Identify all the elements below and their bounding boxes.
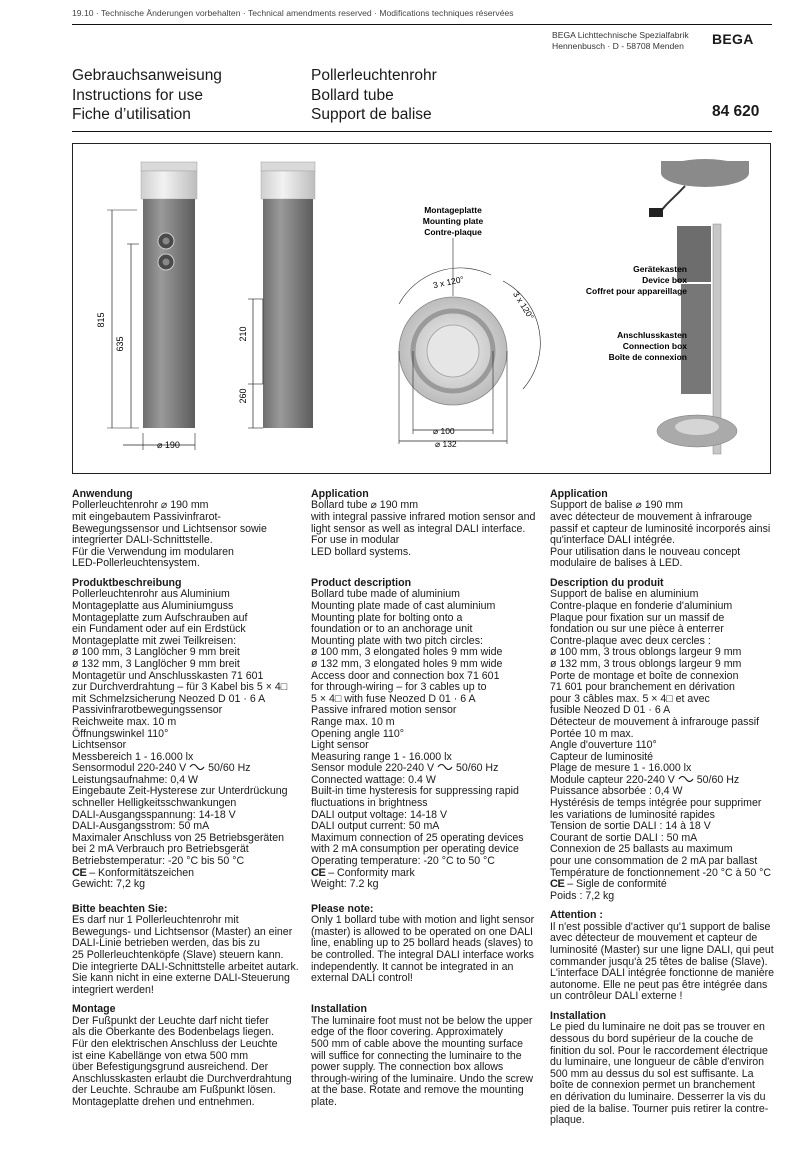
text-line: DALI-Ausgangsstrom: 50 mA (72, 820, 210, 833)
text-line: zur Durchverdrahtung – für 3 Kabel bis 5 × 4□ (72, 681, 288, 694)
text-line: Mounting plate with two pitch circles: (311, 634, 483, 647)
title-rule (72, 131, 772, 132)
text-line: Montagetür und Anschlusskasten 71 601 (72, 669, 264, 682)
dim-190-label: ⌀ 190 (157, 440, 180, 450)
text-line: Maximaler Anschluss von 25 Betriebsgeräten (72, 831, 284, 844)
text-line: with 2 mA consumption per operating device (311, 843, 519, 856)
title-fr: Fiche d’utilisation (72, 106, 191, 123)
text-line: Température de fonctionnement -20 °C à 50 °C (550, 866, 772, 879)
text-line: at the base. Rotate and remove the mounting (311, 1084, 524, 1097)
de-installation (72, 1003, 297, 1108)
text-line: through-wiring of the luminaire. Undo the screw (311, 1072, 533, 1085)
product-title-fr: Support de balise (311, 106, 432, 123)
text-line: line, enabling up to 25 bollard heads (slaves) to (311, 937, 534, 950)
en-application-heading: Application (311, 488, 369, 500)
text-line: independently. It cannot be integrated in an (311, 960, 514, 973)
text-line: Connexion de 25 ballasts au maximum (550, 843, 733, 856)
sensor-frequency: 50/60 Hz (453, 762, 499, 775)
fr-note (550, 909, 775, 1003)
text-line: Montageplatte aus Aluminiumguss (72, 599, 234, 612)
exploded-plate-hub (675, 419, 719, 435)
conformity-text: – Konformitätszeichen (86, 866, 195, 879)
text-line: ø 100 mm, 3 elongated holes 9 mm wide (311, 646, 503, 659)
text-line: 71 601 pour branchement en dérivation (550, 681, 735, 694)
text-line: DALI output current: 50 mA (311, 820, 440, 833)
conformity-text: – Sigle de conformité (564, 878, 667, 891)
title-en: Instructions for use (72, 86, 203, 104)
text-line: 500 mm au dessus du sol est suffisante. La (550, 1067, 754, 1080)
text-line: foundation or to an anchorage unit (311, 623, 473, 636)
text-line: edge of the floor covering. Approximately (311, 1026, 503, 1039)
text-line: 25 Pollerleuchtenköpfe (Slave) steuern kann. (72, 949, 284, 961)
title-de: Gebrauchsanweisung (72, 67, 222, 84)
text-line: dessous du bord supérieur de la couche de (550, 1032, 754, 1045)
fr-product-description (550, 577, 775, 902)
text-line: ø 132 mm, 3 Langlöcher 9 mm breit (72, 657, 240, 670)
product-title-de: Pollerleuchtenrohr (311, 67, 437, 84)
text-line: Bollard tube made of aluminium (311, 588, 460, 601)
mounting-plate-view (399, 205, 540, 449)
bollard-front-view (96, 162, 197, 450)
text-line: ein Fundament oder auf ein Erdstück (72, 623, 246, 636)
fr-product-heading: Description du produit (550, 576, 664, 589)
text-line: Reichweite max. 10 m (72, 715, 177, 728)
text-line: integrierter DALI-Schnittstelle. (72, 534, 213, 547)
text-line: finition du sol. Pour le raccordement électrique (550, 1044, 768, 1057)
front-head-cap (141, 162, 197, 171)
fr-note-heading: Attention : (550, 909, 603, 922)
mounting-plate-label-de: Montageplatte (424, 205, 482, 215)
text-line: Le pied du luminaire ne doit pas se trouver en (550, 1021, 765, 1034)
text-line: Measuring range 1 - 16.000 lx (311, 750, 452, 763)
cable-plug (649, 208, 663, 217)
text-line: Portée 10 m max. (550, 727, 634, 740)
text-line: 5 × 4□ with fuse Neozed D 01 · 6 A (311, 692, 476, 705)
revision-note: 19.10 · Technische Änderungen vorbehalten · Technical amendments reserved · Modifications techniques réservées (72, 8, 514, 18)
text-line: DALI-Linie betrieben werden, das bis zu (72, 937, 260, 950)
text-line: Tension de sortie DALI : 14 à 18 V (550, 820, 711, 833)
de-application (72, 488, 297, 570)
header-rule (72, 24, 772, 25)
text-line: with integral passive infrared motion sensor and (311, 511, 536, 523)
text-line: Öffnungswinkel 110° (72, 727, 169, 740)
en-application (311, 488, 536, 570)
mounting-plate-label-fr: Contre-plaque (424, 227, 482, 237)
text-line: for through-wiring – for 3 cables up to (311, 681, 487, 694)
text-line: Es darf nur 1 Pollerleuchtenrohr mit (72, 914, 239, 927)
mounting-plate-label-en: Mounting plate (422, 216, 484, 226)
text-line: plate. (311, 1095, 337, 1108)
text-line: Access door and connection box 71 601 (311, 669, 500, 682)
text-line: Sie kann nicht in eine externe DALI-Steuerung (72, 972, 290, 985)
text-line: DALI-Ausgangsspannung: 14-18 V (72, 808, 236, 821)
text-line: Bollard tube ⌀ 190 mm (311, 499, 419, 512)
exploded-view (586, 159, 749, 454)
en-installation-heading: Installation (311, 1003, 367, 1016)
text-line: Capteur de luminosité (550, 750, 654, 763)
text-line: fusible Neozed D 01 · 6 A (550, 704, 671, 717)
text-line: Porte de montage et boîte de connexion (550, 669, 739, 682)
product-titles (311, 66, 437, 125)
text-line: boîte de connexion permet un branchement (550, 1079, 755, 1092)
text-line: Der Fußpunkt der Leuchte darf nicht tiefer (72, 1014, 269, 1027)
text-line: fondation ou sur une pièce à enterrer (550, 623, 724, 636)
en-note (311, 903, 536, 997)
de-installation-heading: Montage (72, 1003, 116, 1016)
text-line: pied de la balise. Tourner puis retirer la contre- (550, 1102, 769, 1115)
ce-mark-icon: CE (72, 866, 87, 879)
text-line: Eingebaute Zeit-Hysterese zur Unterdrückung (72, 785, 288, 798)
text-line: modulaire de balises à LED. (550, 557, 683, 570)
company-location: Hennenbusch · D - 58708 Menden (552, 41, 684, 51)
text-line: (master) is allowed to be operated on one DALI (311, 925, 534, 938)
text-line: fluctuations in brightness (311, 797, 428, 810)
side-tube (263, 199, 313, 428)
text-line: der Leuchte. Schraube am Fußpunkt lösen. (72, 1084, 276, 1097)
text-line: commander jusqu'à 25 têtes de balise (Slave). (550, 955, 768, 968)
fr-installation (550, 1010, 775, 1127)
text-line: Support de balise ⌀ 190 mm (550, 499, 683, 512)
text-line: luminosité (Master) sur une ligne DALI, qui peut (550, 944, 774, 956)
side-head-cap (261, 162, 315, 171)
pitch-right-label: 3 x 120° (511, 289, 537, 322)
en-note-heading: Please note: (311, 902, 374, 915)
text-line: will suffice for connecting the luminaire to the (311, 1049, 522, 1062)
text-line: Für die Verwendung im modularen (72, 545, 234, 558)
fr-installation-heading: Installation (550, 1009, 606, 1022)
sensor-voltage: Sensormodul 220-240 V (72, 762, 190, 775)
device-box-label-de: Gerätekasten (633, 264, 687, 274)
text-line: Mounting plate for bolting onto a (311, 611, 463, 624)
text-line: Contre-plaque en fonderie d'aluminium (550, 599, 733, 612)
text-line-spacer (311, 985, 536, 997)
en-product-heading: Product description (311, 576, 412, 589)
text-line: über Befestigungsgrund ausreichend. Der (72, 1061, 269, 1074)
text-line: qu'interface DALI intégrée. (550, 534, 676, 547)
text-line: Connected wattage: 0.4 W (311, 773, 436, 786)
connection-box-label-de: Anschlusskasten (617, 330, 687, 340)
dim-210-label: 210 (238, 326, 248, 342)
text-line: be controlled. The integral DALI interface works (311, 949, 534, 961)
text-line: mit eingebautem Passivinfrarot- (72, 511, 221, 523)
text-line: Pour utilisation dans le nouveau concept (550, 545, 741, 558)
dim-100-label: ⌀ 100 (433, 426, 455, 436)
text-line: Bewegungssensor und Lichtsensor sowie (72, 522, 267, 535)
text-line: For use in modular (311, 534, 400, 547)
text-line: en dérivation du luminaire. Desserrer la vis du (550, 1090, 766, 1103)
de-note-heading: Bitte beachten Sie: (72, 902, 168, 915)
text-line: Contre-plaque avec deux cercles : (550, 634, 711, 647)
text-line: Only 1 bollard tube with motion and light sensor (311, 914, 535, 927)
text-line: als die Oberkante des Bodenbelags liegen. (72, 1026, 275, 1039)
light-sensor-lens (163, 259, 170, 266)
text-line: LED bollard systems. (311, 545, 412, 558)
sensor-frequency: 50/60 Hz (693, 773, 740, 786)
text-line: Montageplatte mit zwei Teilkreisen: (72, 634, 237, 647)
text-line: LED-Pollerleuchtensystem. (72, 557, 200, 570)
text-line: Maximum connection of 25 operating devices (311, 831, 524, 844)
text-line: bei 2 mA Verbrauch pro Betriebsgerät (72, 843, 249, 856)
text-line: Puissance absorbée : 0,4 W (550, 785, 683, 798)
motion-sensor-lens (163, 238, 170, 245)
text-line: Light sensor (311, 739, 369, 752)
sensor-voltage: Sensor module 220-240 V (311, 762, 438, 775)
text-line: les variations de luminosité rapides (550, 808, 715, 821)
text-line: Montageplatte zum Aufschrauben auf (72, 611, 248, 624)
text-line: autonome. Elle ne peut pas être intégrée dans (550, 978, 768, 991)
text-line: ø 100 mm, 3 trous oblongs largeur 9 mm (550, 646, 742, 659)
article-number: 84 620 (712, 103, 760, 120)
text-line: Passive infrared motion sensor (311, 704, 457, 717)
weight-line: Weight: 7.2 kg (311, 878, 379, 891)
text-line: Lichtsensor (72, 739, 127, 752)
ac-wave-icon (437, 763, 453, 771)
text-line: light sensor as well as integral DALI interface. (311, 522, 526, 535)
de-product-heading: Produktbeschreibung (72, 576, 182, 589)
fr-application-heading: Application (550, 488, 608, 500)
device-box-label-en: Device box (642, 275, 687, 285)
product-drawing (73, 144, 772, 475)
text-line: ø 132 mm, 3 elongated holes 9 mm wide (311, 657, 503, 670)
dim-132-label: ⌀ 132 (435, 439, 457, 449)
text-line: Für den elektrischen Anschluss der Leuchte (72, 1037, 278, 1050)
product-title-en: Bollard tube (311, 86, 394, 104)
connection-box-label-fr: Boîte de connexion (608, 352, 687, 362)
text-line: ø 132 mm, 3 trous oblongs largeur 9 mm (550, 657, 742, 670)
text-line: avec détecteur de mouvement à infrarouge (550, 511, 752, 523)
ac-wave-icon (189, 763, 205, 771)
text-line: Messbereich 1 - 16.000 lx (72, 750, 194, 763)
head-bottom-rim (661, 161, 749, 173)
text-line: Pollerleuchtenrohr aus Aluminium (72, 588, 230, 601)
text-line: mit Schmelzsicherung Neozed D 01 · 6 A (72, 692, 266, 705)
connection-box-label-en: Connection box (622, 341, 687, 351)
text-line: Opening angle 110° (311, 727, 404, 740)
ce-mark-icon: CE (311, 866, 326, 879)
text-line: schneller Helligkeitsschwankungen (72, 797, 237, 810)
text-line: The luminaire foot must not be below the upper (311, 1014, 533, 1027)
text-line: Range max. 10 m (311, 715, 395, 728)
bollard-side-view (238, 162, 315, 428)
text-line: Courant de sortie DALI : 50 mA (550, 831, 698, 844)
text-line: Operating temperature: -20 °C to 50 °C (311, 855, 495, 868)
fr-application (550, 488, 775, 570)
ce-mark-icon: CE (550, 878, 565, 891)
side-head-diffuser (261, 171, 315, 199)
text-line: Montageplatte drehen und entnehmen. (72, 1095, 255, 1108)
text-line: pour 3 câbles max. 5 × 4□ et avec (550, 692, 710, 705)
text-line: du luminaire, une longueur de câble d'environ (550, 1056, 765, 1069)
text-line: passif et capteur de luminosité incorporés ainsi (550, 522, 771, 535)
de-note (72, 903, 297, 997)
text-line: plaque. (550, 1114, 585, 1127)
weight-line: Gewicht: 7,2 kg (72, 878, 146, 891)
text-line: Passivinfrarotbewegungssensor (72, 704, 223, 717)
sensor-voltage: Module capteur 220-240 V (550, 773, 678, 786)
weight-line: Poids : 7,2 kg (550, 889, 615, 902)
text-line: avec détecteur de mouvement et capteur de (550, 932, 758, 945)
text-line: 500 mm of cable above the mounting surface (311, 1037, 523, 1050)
de-product-description (72, 577, 297, 891)
text-line: Built-in time hysteresis for suppressing rapid (311, 785, 519, 798)
text-line: pour une consommation de 2 mA par ballast (550, 855, 758, 868)
text-line: power supply. The connection box allows (311, 1061, 504, 1074)
text-line: Support de balise en aluminium (550, 588, 699, 601)
text-line: Hystérésis de temps intégrée pour supprimer (550, 797, 762, 810)
text-line: un contrôleur DALI externe ! (550, 990, 683, 1003)
column-german (72, 488, 297, 1116)
text-line: DALI output voltage: 14-18 V (311, 808, 448, 821)
brand-logo: BEGA (712, 31, 754, 47)
column-english (311, 488, 536, 1116)
text-line: ø 100 mm, 3 Langlöcher 9 mm breit (72, 646, 240, 659)
text-line: Anschlusskasten erlaubt die Durchverdrahtung (72, 1072, 292, 1085)
text-line: Bewegungs- und Lichtsensor (Master) an einer (72, 925, 293, 938)
text-line: Pollerleuchtenrohr ⌀ 190 mm (72, 499, 209, 512)
text-line: Plage de mesure 1 - 16.000 lx (550, 762, 692, 775)
dim-635-label: 635 (115, 336, 125, 352)
company-address (552, 30, 689, 52)
device-box-label-fr: Coffret pour appareillage (585, 286, 687, 296)
de-application-heading: Anwendung (72, 488, 133, 500)
pitch-left-label: 3 x 120° (432, 273, 465, 291)
mounting-plate-hub (427, 325, 479, 377)
ac-wave-icon (678, 775, 694, 783)
text-line: Mounting plate made of cast aluminium (311, 599, 496, 612)
text-line: Il n'est possible d'activer qu'1 support de balise (550, 920, 771, 933)
text-line: Détecteur de mouvement à infrarouge passif (550, 715, 760, 728)
product-drawing-frame (72, 143, 771, 474)
sensor-frequency: 50/60 Hz (205, 762, 251, 775)
front-head-diffuser (141, 171, 197, 199)
en-product-description (311, 577, 536, 891)
text-line: Leistungsaufnahme: 0,4 W (72, 773, 199, 786)
text-line: Betriebstemperatur: -20 °C bis 50 °C (72, 855, 245, 868)
company-name: BEGA Lichttechnische Spezialfabrik (552, 30, 689, 40)
dim-815-label: 815 (96, 312, 106, 328)
text-line: integriert werden! (72, 983, 154, 996)
text-line: Die integrierte DALI-Schnittstelle arbeitet autark. (72, 960, 299, 973)
conformity-text: – Conformity mark (325, 866, 415, 879)
en-installation (311, 1003, 536, 1108)
dim-260-label: 260 (238, 388, 248, 404)
text-line: ist eine Kabellänge von etwa 500 mm (72, 1049, 249, 1062)
text-line: Plaque pour fixation sur un massif de (550, 611, 725, 624)
text-line: Angle d'ouverture 110° (550, 739, 657, 752)
text-line: external DALI control! (311, 972, 413, 985)
column-french (550, 488, 775, 1134)
document-type-titles (72, 66, 222, 125)
text-line: L'interface DALI intégrée fonctionne de manière (550, 967, 775, 980)
text-line-spacer (311, 558, 536, 570)
